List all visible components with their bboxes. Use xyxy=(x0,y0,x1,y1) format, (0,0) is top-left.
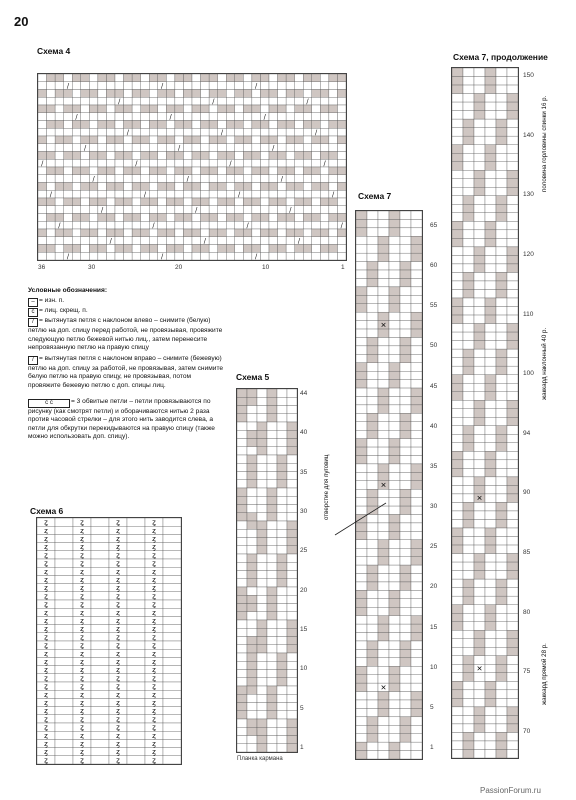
scheme5-caption: Планка кармана xyxy=(237,756,283,762)
svg-text:ȥ: ȥ xyxy=(116,666,120,675)
svg-text:ȥ: ȥ xyxy=(44,625,48,634)
svg-text:/: / xyxy=(58,221,61,230)
svg-text:ȥ: ȥ xyxy=(116,567,120,576)
scheme4-grid xyxy=(37,73,347,261)
svg-text:ȥ: ȥ xyxy=(116,674,120,683)
scheme7cont-grid xyxy=(451,67,519,759)
svg-text:ȥ: ȥ xyxy=(80,698,84,707)
scheme7-row-15: 15 xyxy=(430,623,438,631)
crossed-knit-symbol-icon: ċ xyxy=(28,308,38,317)
svg-text:ȥ: ȥ xyxy=(152,756,156,764)
scheme7-row-55: 55 xyxy=(430,302,438,310)
svg-text:/: / xyxy=(246,221,249,230)
scheme7cont-row-150: 150 xyxy=(523,72,534,79)
svg-text:ȥ: ȥ xyxy=(80,707,84,716)
svg-text:/: / xyxy=(92,174,95,183)
svg-text:ȥ: ȥ xyxy=(116,608,120,617)
scheme5-row-1: 1 xyxy=(300,744,304,751)
svg-text:ȥ: ȥ xyxy=(152,649,156,658)
svg-text:/: / xyxy=(109,236,112,245)
svg-text:ȥ: ȥ xyxy=(116,731,120,740)
svg-text:ȥ: ȥ xyxy=(152,707,156,716)
svg-text:/: / xyxy=(143,190,147,199)
svg-text:ȥ: ȥ xyxy=(44,756,48,764)
scheme4-axis-20: 20 xyxy=(175,264,183,271)
s7c-cells xyxy=(452,68,518,758)
svg-text:ȥ: ȥ xyxy=(80,715,84,724)
svg-text:ȥ: ȥ xyxy=(116,534,120,543)
left-slant-symbol-icon: / xyxy=(28,318,38,327)
scheme7-row-25: 25 xyxy=(430,543,438,551)
scheme5-row-44: 44 xyxy=(300,390,308,397)
svg-text:ȥ: ȥ xyxy=(116,682,120,691)
right-slant-symbol-icon: / xyxy=(28,356,38,365)
svg-text:/: / xyxy=(340,221,343,230)
svg-text:ȥ: ȥ xyxy=(44,739,48,748)
svg-text:ȥ: ȥ xyxy=(80,649,84,658)
svg-text:ȥ: ȥ xyxy=(152,723,156,732)
s4-cells xyxy=(38,74,346,260)
scheme7cont-label-straight: жаккард прямой 28 р. xyxy=(541,643,548,705)
svg-text:/: / xyxy=(289,205,292,214)
svg-text:ȥ: ȥ xyxy=(44,690,48,699)
scheme7-row-50: 50 xyxy=(430,342,438,350)
svg-text:ȥ: ȥ xyxy=(152,641,156,650)
svg-text:/: / xyxy=(255,252,258,260)
scheme5-title: Схема 5 xyxy=(236,372,270,382)
svg-text:ȥ: ȥ xyxy=(44,592,48,601)
svg-text:ȥ: ȥ xyxy=(116,657,120,666)
scheme6-title: Схема 6 xyxy=(30,506,64,516)
svg-text:ȥ: ȥ xyxy=(116,723,120,732)
svg-text:ȥ: ȥ xyxy=(80,559,84,568)
svg-text:ȥ: ȥ xyxy=(44,707,48,716)
svg-text:ȥ: ȥ xyxy=(44,534,48,543)
svg-text:/: / xyxy=(272,143,275,152)
svg-text:/: / xyxy=(49,190,52,199)
svg-text:✕: ✕ xyxy=(476,664,483,674)
scheme7-row-30: 30 xyxy=(430,503,438,511)
svg-text:ȥ: ȥ xyxy=(116,748,120,757)
svg-text:ȥ: ȥ xyxy=(116,616,120,625)
svg-text:ȥ: ȥ xyxy=(116,526,120,535)
svg-text:ȥ: ȥ xyxy=(152,600,156,609)
svg-text:ȥ: ȥ xyxy=(152,731,156,740)
scheme5-row-5: 5 xyxy=(300,704,304,712)
scheme7-row-45: 45 xyxy=(430,382,438,390)
svg-text:ȥ: ȥ xyxy=(116,625,120,634)
svg-text:/: / xyxy=(306,97,309,106)
legend-item-purl: – = изн. п. xyxy=(28,297,224,307)
svg-text:ȥ: ȥ xyxy=(80,633,84,642)
scheme5-row-40: 40 xyxy=(300,429,308,437)
svg-text:/: / xyxy=(229,159,232,168)
svg-text:ȥ: ȥ xyxy=(116,518,120,527)
svg-text:ȥ: ȥ xyxy=(152,682,156,691)
svg-text:ȥ: ȥ xyxy=(44,584,48,593)
svg-text:/: / xyxy=(75,112,78,121)
svg-text:/: / xyxy=(332,190,335,199)
scheme7-side-label: отверстие для пуговиц xyxy=(323,454,330,520)
svg-text:ȥ: ȥ xyxy=(44,575,48,584)
svg-text:ȥ: ȥ xyxy=(44,600,48,609)
scheme4-axis-1: 1 xyxy=(341,264,345,271)
svg-text:ȥ: ȥ xyxy=(116,559,120,568)
svg-text:ȥ: ȥ xyxy=(116,715,120,724)
legend-item-left-slip: / = вытянутая петля с наклоном влево – снимите (белую) петлю на доп. спицу перед работой, не провязывая, провяжите следующую петлю бежевой нитью лиц., затем перенесите непровязанную петлю на правую спицу xyxy=(28,317,223,351)
svg-text:/: / xyxy=(135,159,138,168)
svg-text:✕: ✕ xyxy=(476,493,483,503)
scheme7-row-1: 1 xyxy=(430,744,434,751)
scheme7-row-10: 10 xyxy=(430,663,438,671)
svg-text:ȥ: ȥ xyxy=(152,715,156,724)
svg-text:/: / xyxy=(66,81,70,90)
svg-text:ȥ: ȥ xyxy=(116,633,120,642)
svg-text:ȥ: ȥ xyxy=(80,682,84,691)
scheme7cont-title: Схема 7, продолжение xyxy=(453,52,548,62)
svg-text:ȥ: ȥ xyxy=(80,641,84,650)
scheme4-title: Схема 4 xyxy=(37,46,71,56)
legend-item-right-slip: / = вытянутая петля с наклоном вправо – снимите (бежевую) петлю на доп. спицу за работой, не провязывая, затем снимите белую петлю на правую спицу, не провязывая, потом провяжите бежевую петлю с доп. спицы лиц. xyxy=(28,355,224,389)
svg-text:/: / xyxy=(118,97,121,106)
svg-text:ȥ: ȥ xyxy=(116,551,120,560)
svg-text:ȥ: ȥ xyxy=(44,682,48,691)
legend-item-crossed-knit: ċ = лиц. скрещ. п. xyxy=(28,307,224,317)
svg-text:ȥ: ȥ xyxy=(44,616,48,625)
svg-text:/: / xyxy=(160,252,164,260)
scheme7cont-row-130: 130 xyxy=(523,191,534,199)
svg-text:ȥ: ȥ xyxy=(152,748,156,757)
svg-text:ȥ: ȥ xyxy=(80,625,84,634)
svg-text:/: / xyxy=(323,159,326,168)
svg-text:ȥ: ȥ xyxy=(80,584,84,593)
svg-text:/: / xyxy=(280,174,283,183)
svg-text:ȥ: ȥ xyxy=(44,551,48,560)
svg-text:ȥ: ȥ xyxy=(80,534,84,543)
svg-text:ȥ: ȥ xyxy=(44,567,48,576)
svg-text:ȥ: ȥ xyxy=(116,600,120,609)
scheme7cont-row-90: 90 xyxy=(523,489,531,497)
svg-text:ȥ: ȥ xyxy=(44,674,48,683)
svg-text:/: / xyxy=(195,205,198,214)
svg-text:ȥ: ȥ xyxy=(44,723,48,732)
svg-text:ȥ: ȥ xyxy=(44,748,48,757)
scheme7-row-35: 35 xyxy=(430,462,438,470)
svg-text:ȥ: ȥ xyxy=(152,666,156,675)
svg-text:ȥ: ȥ xyxy=(44,698,48,707)
svg-text:ȥ: ȥ xyxy=(152,616,156,625)
svg-text:ȥ: ȥ xyxy=(80,526,84,535)
scheme4-axis-10: 10 xyxy=(262,264,270,271)
scheme7cont-row-100: 100 xyxy=(523,370,534,378)
svg-text:ȥ: ȥ xyxy=(80,600,84,609)
scheme7cont-row-140: 140 xyxy=(523,131,534,139)
svg-text:ȥ: ȥ xyxy=(80,690,84,699)
svg-text:/: / xyxy=(178,143,181,152)
svg-text:/: / xyxy=(220,128,224,137)
svg-text:ȥ: ȥ xyxy=(80,666,84,675)
svg-text:/: / xyxy=(169,112,172,121)
svg-text:/: / xyxy=(255,81,258,90)
svg-text:ȥ: ȥ xyxy=(44,649,48,658)
svg-text:ȥ: ȥ xyxy=(116,698,120,707)
scheme7cont-label-slanted: жаккард наклонный 40 р. xyxy=(541,327,548,400)
page-number: 20 xyxy=(14,14,29,29)
svg-text:ȥ: ȥ xyxy=(152,592,156,601)
svg-text:/: / xyxy=(263,112,266,121)
svg-text:✕: ✕ xyxy=(380,682,387,692)
svg-text:ȥ: ȥ xyxy=(152,575,156,584)
legend xyxy=(28,287,224,441)
scheme7cont-row-85: 85 xyxy=(523,549,531,557)
scheme7-row-20: 20 xyxy=(430,583,438,591)
scheme7cont-row-120: 120 xyxy=(523,250,534,258)
svg-text:ȥ: ȥ xyxy=(152,625,156,634)
svg-text:ȥ: ȥ xyxy=(80,731,84,740)
scheme7cont-row-80: 80 xyxy=(523,608,531,616)
scheme7-title: Схема 7 xyxy=(358,191,392,201)
scheme7cont-row-110: 110 xyxy=(523,310,534,318)
svg-text:ȥ: ȥ xyxy=(116,649,120,658)
s5-cells xyxy=(237,389,297,752)
svg-text:ȥ: ȥ xyxy=(80,756,84,764)
svg-text:ȥ: ȥ xyxy=(152,518,156,527)
watermark: PassionForum.ru xyxy=(480,786,541,795)
svg-text:✕: ✕ xyxy=(380,480,387,490)
svg-text:ȥ: ȥ xyxy=(44,518,48,527)
svg-text:ȥ: ȥ xyxy=(80,592,84,601)
svg-text:ȥ: ȥ xyxy=(152,526,156,535)
svg-text:✕: ✕ xyxy=(380,320,387,330)
scheme5-row-35: 35 xyxy=(300,468,308,476)
svg-text:ȥ: ȥ xyxy=(152,698,156,707)
svg-text:ȥ: ȥ xyxy=(152,633,156,642)
svg-text:ȥ: ȥ xyxy=(116,543,120,552)
s6-cells xyxy=(37,518,181,764)
svg-text:/: / xyxy=(101,205,104,214)
purl-symbol-icon: – xyxy=(28,298,38,307)
svg-text:ȥ: ȥ xyxy=(152,551,156,560)
svg-text:/: / xyxy=(66,252,70,260)
svg-text:ȥ: ȥ xyxy=(116,707,120,716)
svg-text:ȥ: ȥ xyxy=(80,674,84,683)
scheme7-grid xyxy=(355,210,423,760)
svg-text:ȥ: ȥ xyxy=(152,534,156,543)
scheme6-grid xyxy=(36,517,182,765)
svg-text:ȥ: ȥ xyxy=(80,608,84,617)
scheme7cont-row-70: 70 xyxy=(523,728,531,735)
svg-text:ȥ: ȥ xyxy=(152,559,156,568)
svg-text:ȥ: ȥ xyxy=(44,666,48,675)
svg-text:ȥ: ȥ xyxy=(80,739,84,748)
svg-text:ȥ: ȥ xyxy=(44,731,48,740)
scheme5-row-20: 20 xyxy=(300,586,308,594)
legend-item-wrapped: ċ ċ = 3 обвитые петли – петли провязываются по рисунку (как смотрят петли) и оборачиваются нитью 2 раза против часовой стрелки – для этого нить заводится слева, а петли для обкрутки перекидываются на правую спицу (также можно использовать доп. спицу). xyxy=(28,398,215,440)
svg-text:/: / xyxy=(314,128,318,137)
s7-cells xyxy=(356,211,422,759)
scheme5-row-15: 15 xyxy=(300,626,308,633)
scheme7-row-5: 5 xyxy=(430,703,434,711)
svg-text:/: / xyxy=(152,221,155,230)
svg-text:ȥ: ȥ xyxy=(44,641,48,650)
svg-text:ȥ: ȥ xyxy=(116,575,120,584)
svg-text:ȥ: ȥ xyxy=(44,526,48,535)
svg-text:ȥ: ȥ xyxy=(44,608,48,617)
scheme7-row-65: 65 xyxy=(430,222,438,229)
svg-text:/: / xyxy=(297,236,301,245)
scheme4-axis-30: 30 xyxy=(88,264,96,271)
svg-text:/: / xyxy=(203,236,206,245)
svg-text:ȥ: ȥ xyxy=(80,567,84,576)
scheme5-row-25: 25 xyxy=(300,547,308,555)
svg-text:ȥ: ȥ xyxy=(116,690,120,699)
svg-text:ȥ: ȥ xyxy=(80,616,84,625)
svg-text:ȥ: ȥ xyxy=(44,633,48,642)
svg-text:ȥ: ȥ xyxy=(152,674,156,683)
scheme5-row-30: 30 xyxy=(300,508,308,515)
svg-text:ȥ: ȥ xyxy=(80,575,84,584)
svg-text:/: / xyxy=(126,128,129,137)
legend-heading: Условные обозначения: xyxy=(28,287,108,294)
svg-text:ȥ: ȥ xyxy=(44,543,48,552)
svg-text:ȥ: ȥ xyxy=(152,657,156,666)
svg-text:ȥ: ȥ xyxy=(80,723,84,732)
svg-text:ȥ: ȥ xyxy=(116,584,120,593)
svg-text:ȥ: ȥ xyxy=(44,715,48,724)
scheme7-pointer-line xyxy=(330,495,390,540)
svg-text:ȥ: ȥ xyxy=(152,608,156,617)
svg-text:ȥ: ȥ xyxy=(152,584,156,593)
svg-text:ȥ: ȥ xyxy=(80,657,84,666)
svg-text:/: / xyxy=(212,97,215,106)
scheme5-row-10: 10 xyxy=(300,665,308,673)
svg-text:ȥ: ȥ xyxy=(80,551,84,560)
svg-text:ȥ: ȥ xyxy=(152,567,156,576)
svg-text:ȥ: ȥ xyxy=(152,543,156,552)
svg-text:ȥ: ȥ xyxy=(80,543,84,552)
svg-text:ȥ: ȥ xyxy=(116,592,120,601)
svg-text:/: / xyxy=(186,174,189,183)
svg-text:ȥ: ȥ xyxy=(152,739,156,748)
svg-text:/: / xyxy=(41,159,44,168)
svg-text:ȥ: ȥ xyxy=(80,518,84,527)
scheme5-grid xyxy=(236,388,298,753)
svg-text:ȥ: ȥ xyxy=(116,756,120,764)
scheme7cont-label-neck: половина горловины спинки 16 р. xyxy=(541,95,548,192)
scheme7-row-40: 40 xyxy=(430,422,438,430)
scheme7-row-60: 60 xyxy=(430,262,438,270)
scheme7cont-row-75: 75 xyxy=(523,668,531,676)
wrapped-stitches-symbol-icon: ċ ċ xyxy=(28,399,70,408)
svg-text:ȥ: ȥ xyxy=(116,739,120,748)
scheme4-axis-36: 36 xyxy=(38,264,46,271)
svg-text:ȥ: ȥ xyxy=(152,690,156,699)
svg-text:/: / xyxy=(83,143,87,152)
svg-text:/: / xyxy=(160,81,164,90)
svg-text:/: / xyxy=(237,190,241,199)
svg-text:ȥ: ȥ xyxy=(44,559,48,568)
scheme7cont-row-94: 94 xyxy=(523,429,531,437)
svg-text:ȥ: ȥ xyxy=(116,641,120,650)
svg-text:ȥ: ȥ xyxy=(44,657,48,666)
svg-text:ȥ: ȥ xyxy=(80,748,84,757)
